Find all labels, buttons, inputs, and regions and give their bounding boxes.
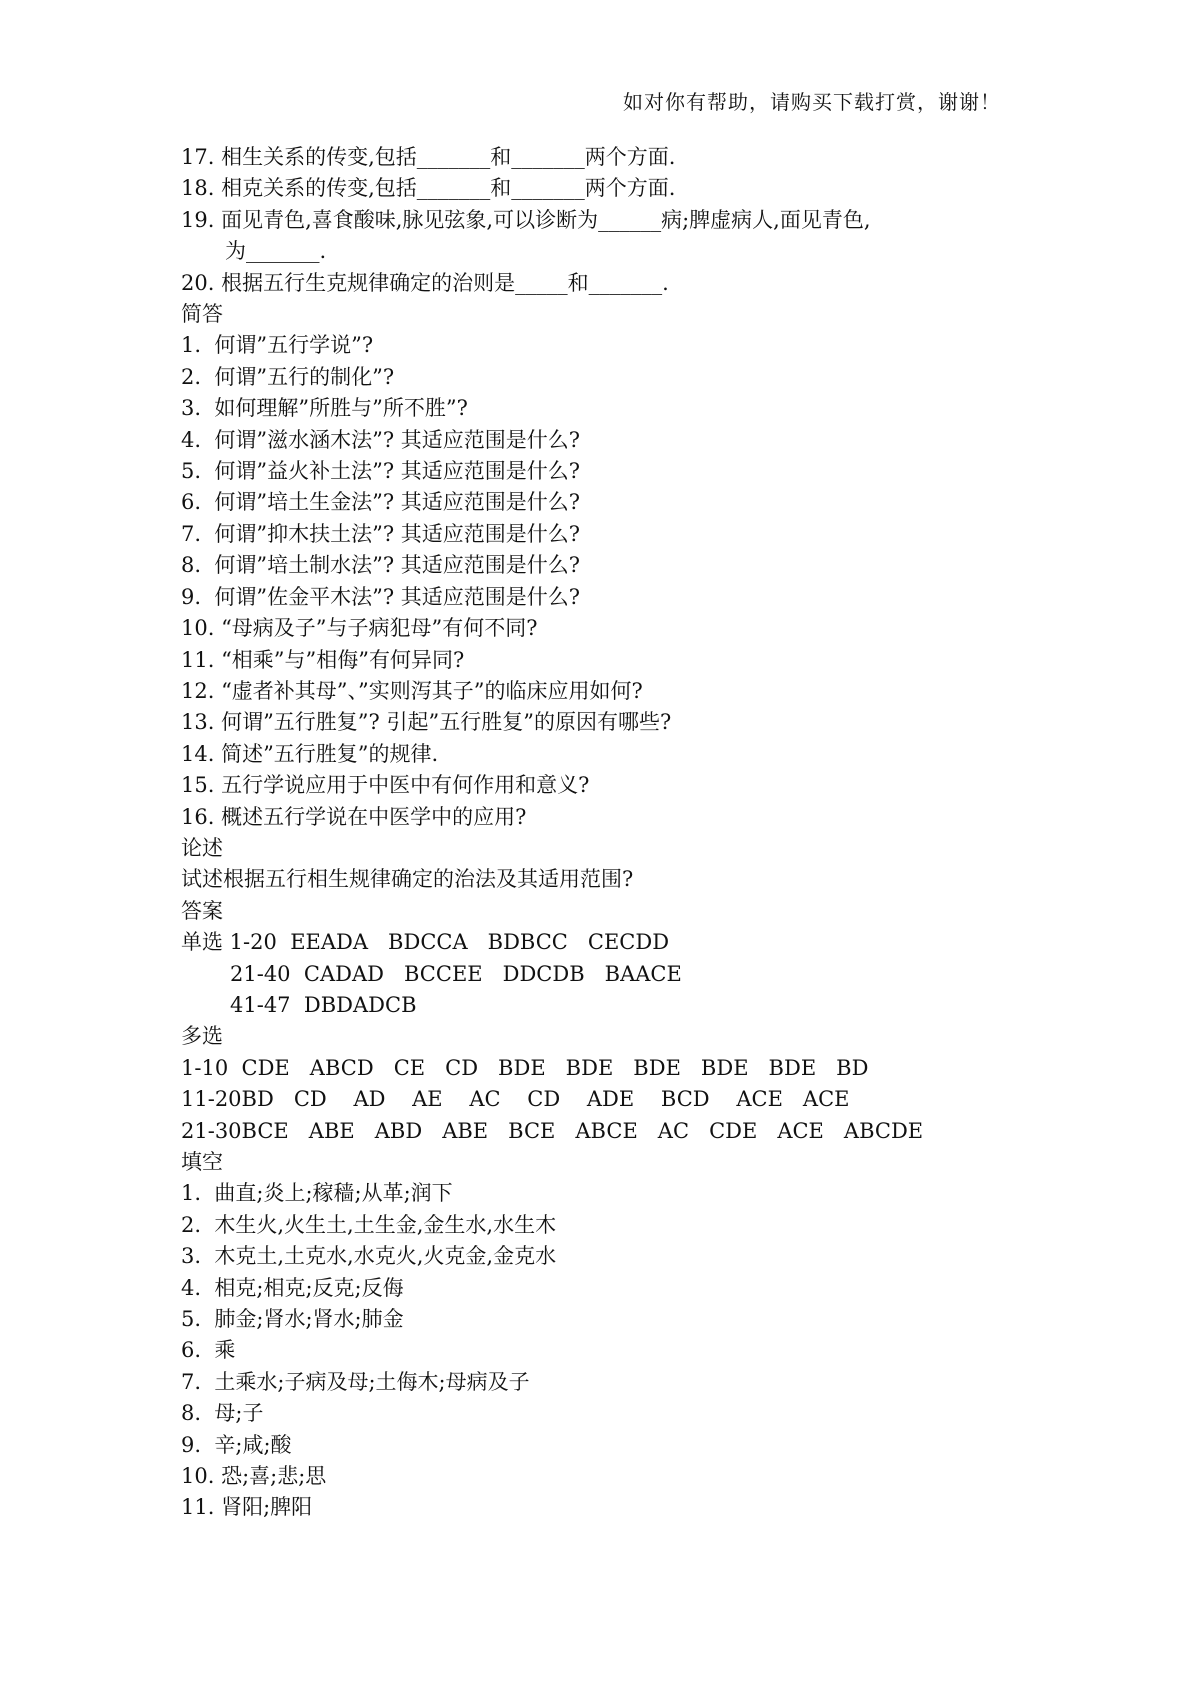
answers-fill-blank-item: 7. 土乘水;子病及母;土侮木;母病及子	[181, 1369, 530, 1394]
section-heading-short-answer: 简答	[181, 302, 223, 327]
answers-fill-blank-item: 11. 肾阳;脾阳	[181, 1495, 313, 1520]
answers-fill-blank-item: 5. 肺金;肾水;肾水;肺金	[181, 1307, 404, 1332]
answers-fill-blank-item: 6. 乘	[181, 1338, 236, 1363]
short-answer-item: 15. 五行学说应用于中医中有何作用和意义?	[181, 773, 590, 798]
short-answer-item: 8. 何谓”培土制水法”? 其适应范围是什么?	[181, 553, 581, 578]
header-note: 如对你有帮助，请购买下载打赏，谢谢！	[623, 90, 1001, 114]
short-answer-item: 2. 何谓”五行的制化”?	[181, 364, 395, 389]
fill-blank-q19: 19. 面见青色,喜食酸味,脉见弦象,可以诊断为______病;脾虚病人,面见青色,	[181, 207, 871, 232]
answers-multi-choice-line: 11-20BD CD AD AE AC CD ADE BCD ACE ACE	[181, 1087, 850, 1112]
short-answer-item: 10. “母病及子”与子病犯母”有何不同?	[181, 616, 538, 641]
answers-fill-blank-item: 1. 曲直;炎上;稼穑;从革;润下	[181, 1181, 453, 1206]
short-answer-item: 11. “相乘”与”相侮”有何异同?	[181, 647, 465, 672]
fill-blank-q17: 17. 相生关系的传变,包括_______和_______两个方面.	[181, 145, 676, 169]
short-answer-item: 9. 何谓”佐金平木法”? 其适应范围是什么?	[181, 584, 581, 609]
answers-single-choice-line: 单选 1-20 EEADA BDCCA BDBCC CECDD	[181, 930, 670, 955]
short-answer-item: 5. 何谓”益火补土法”? 其适应范围是什么?	[181, 459, 581, 484]
fill-blank-q18: 18. 相克关系的传变,包括_______和_______两个方面.	[181, 176, 676, 201]
short-answer-item: 1. 何谓”五行学说”?	[181, 333, 374, 358]
short-answer-item: 4. 何谓”滋水涵木法”? 其适应范围是什么?	[181, 427, 581, 452]
fill-blank-q19-continued: 为_______.	[225, 239, 327, 264]
answers-multi-choice-heading: 多选	[181, 1024, 223, 1049]
answers-fill-blank-item: 4. 相克;相克;反克;反侮	[181, 1275, 404, 1300]
answers-multi-choice-line: 21-30BCE ABE ABD ABE BCE ABCE AC CDE ACE ABCDE	[181, 1118, 924, 1143]
fill-blank-q20: 20. 根据五行生克规律确定的治则是_____和_______.	[181, 270, 669, 295]
short-answer-item: 3. 如何理解”所胜与”所不胜”?	[181, 396, 468, 421]
section-heading-answers: 答案	[181, 898, 223, 923]
answers-fill-blank-heading: 填空	[181, 1150, 223, 1174]
answers-fill-blank-item: 8. 母;子	[181, 1401, 264, 1426]
short-answer-item: 12. “虚者补其母”、”实则泻其子”的临床应用如何?	[181, 678, 643, 703]
answers-fill-blank-item: 10. 恐;喜;悲;思	[181, 1464, 327, 1489]
short-answer-item: 6. 何谓”培土生金法”? 其适应范围是什么?	[181, 490, 581, 515]
short-answer-item: 7. 何谓”抑木扶土法”? 其适应范围是什么?	[181, 521, 581, 546]
answers-fill-blank-item: 3. 木克土,土克水,水克火,火克金,金克水	[181, 1244, 557, 1269]
short-answer-item: 13. 何谓”五行胜复”? 引起”五行胜复”的原因有哪些?	[181, 710, 672, 735]
short-answer-item: 14. 简述”五行胜复”的规律.	[181, 741, 439, 766]
document-body	[181, 142, 1031, 1524]
answers-single-choice-line: 41-47 DBDADCB	[230, 992, 417, 1017]
answers-single-choice-line: 21-40 CADAD BCCEE DDCDB BAACE	[230, 961, 682, 986]
section-heading-essay: 论述	[181, 835, 223, 860]
essay-question: 试述根据五行相生规律确定的治法及其适用范围?	[181, 867, 634, 892]
short-answer-item: 16. 概述五行学说在中医学中的应用?	[181, 804, 527, 829]
answers-fill-blank-item: 2. 木生火,火生土,土生金,金生水,水生木	[181, 1212, 557, 1237]
answers-multi-choice-line: 1-10 CDE ABCD CE CD BDE BDE BDE BDE BDE BD	[181, 1055, 869, 1080]
answers-fill-blank-item: 9. 辛;咸;酸	[181, 1432, 292, 1457]
